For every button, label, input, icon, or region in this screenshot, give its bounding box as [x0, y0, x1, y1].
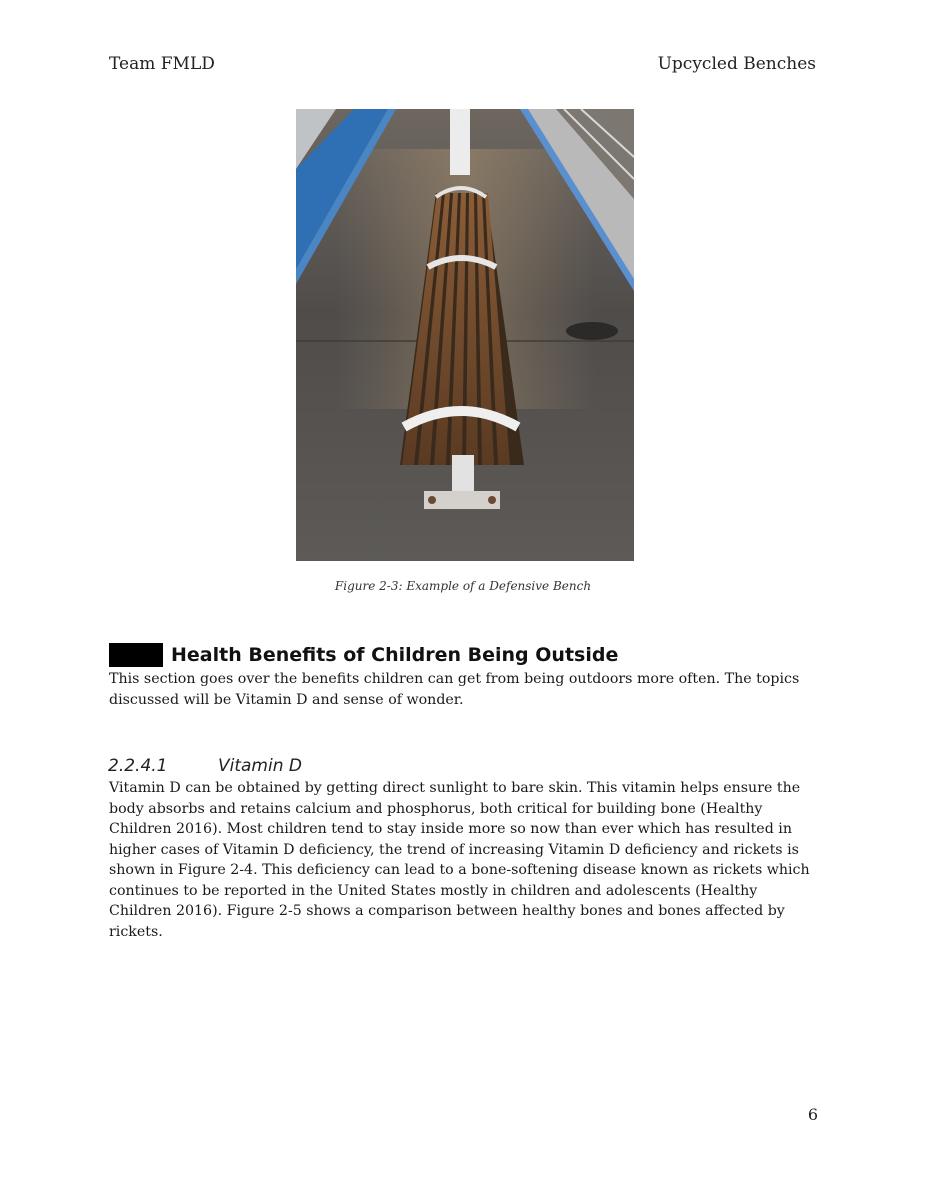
vitamin-d-paragraph: Vitamin D can be obtained by getting direct sunlight to bare skin. This vitamin helps ensure the body absorbs and retains calcium and phosphorus, both critical for building bone (Healthy Children 2016). Most children tend to stay inside more so now than ever which has resulted in higher cases of Vitamin D deficiency, the trend of increasing Vitamin D deficiency and rickets is shown in Figure 2-4. This deficiency can lead to a bone-softening disease known as rickets which continues to be reported in the United States mostly in children and adolescents (Healthy Children 2016). Figure 2-5 shows a comparison between healthy bones and bones affected by rickets. [109, 780, 810, 940]
redacted-section-number [109, 643, 163, 667]
defensive-bench-photo [296, 109, 634, 561]
subsection-heading [108, 756, 302, 776]
subsection-title: Vitamin D [218, 756, 302, 776]
subsection-number: 2.2.4.1 [108, 756, 168, 776]
page-number: 6 [807, 1105, 818, 1124]
header-team-name: Team FMLD [109, 54, 215, 74]
figure-caption: Figure 2-3: Example of a Defensive Bench [334, 579, 592, 593]
header-document-title: Upcycled Benches [657, 54, 816, 74]
section-heading: Health Benefits of Children Being Outside [171, 644, 619, 666]
section-intro-paragraph: This section goes over the benefits children can get from being outdoors more often. The topics discussed will be Vitamin D and sense of wonder. [109, 671, 800, 708]
